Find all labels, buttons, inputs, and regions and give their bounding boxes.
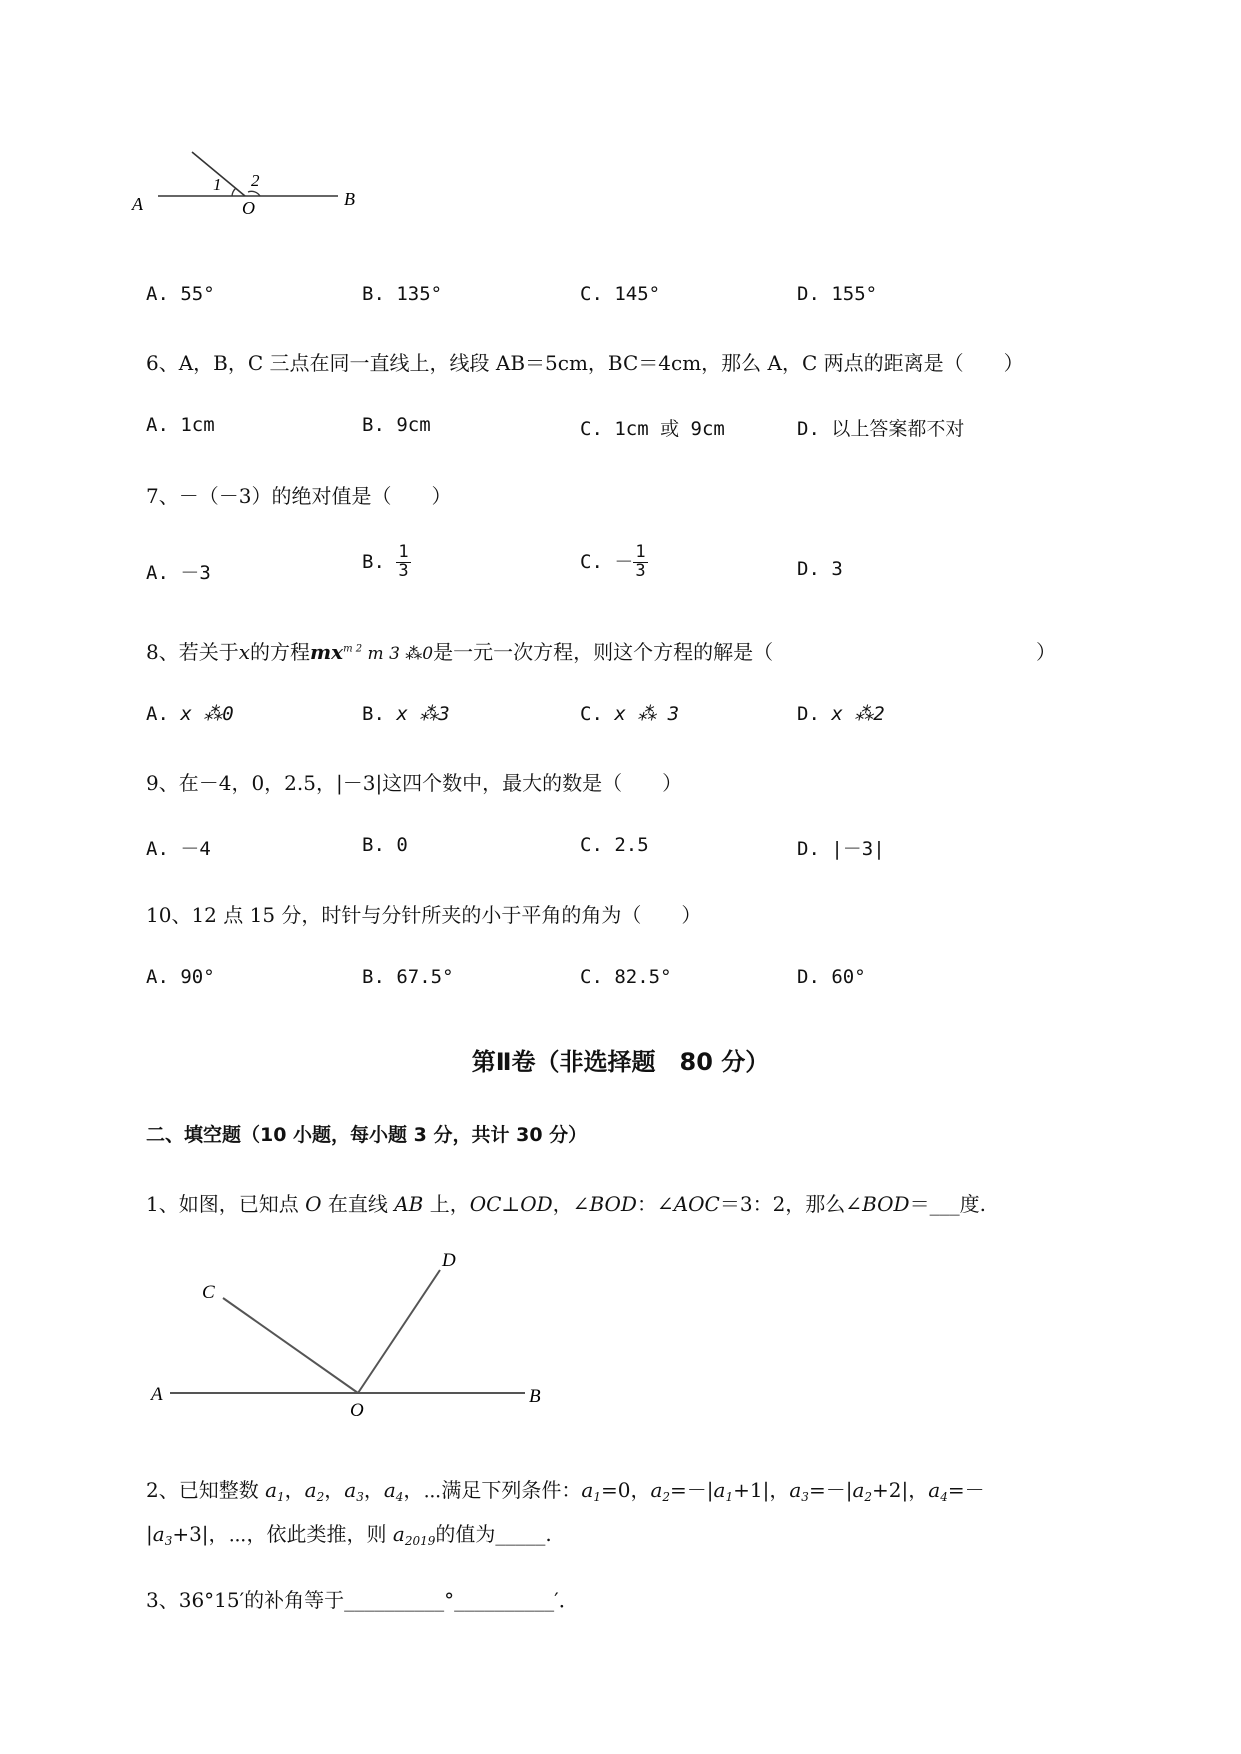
q6-option-a[interactable]: A. 1cm <box>146 414 215 436</box>
angle-figure-1 <box>132 150 400 240</box>
q6-option-b[interactable]: B. 9cm <box>362 414 431 436</box>
label-o: O <box>350 1400 364 1421</box>
q8-option-a[interactable]: A. x ⁂0 <box>146 703 234 725</box>
q9-stem: 9、在－4，0，2.5，|－3|这四个数中，最大的数是（ ） <box>146 771 683 795</box>
q7-option-a[interactable]: A. －3 <box>146 562 211 584</box>
q5-option-b[interactable]: B. 135° <box>362 283 443 305</box>
q9-option-d[interactable]: D. |－3| <box>797 838 885 860</box>
q5-option-a[interactable]: A. 55° <box>146 283 215 305</box>
q9-option-a[interactable]: A. －4 <box>146 838 211 860</box>
q8-option-b[interactable]: B. x ⁂3 <box>362 703 450 725</box>
ray-od <box>358 1270 440 1393</box>
angle-figure-2 <box>140 1238 560 1438</box>
label-a: A <box>132 194 143 214</box>
q10-option-a[interactable]: A. 90° <box>146 966 215 988</box>
section2-title: 二、填空题（10 小题，每小题 3 分，共计 30 分） <box>146 1124 588 1146</box>
q7-stem: 7、－（－3）的绝对值是（ ） <box>146 484 452 508</box>
ray-oc <box>223 1298 358 1393</box>
label-angle1: 1 <box>213 175 222 194</box>
q7-option-c[interactable]: C. － $\frac{1}{3}$ <box>580 542 646 581</box>
label-b: B <box>529 1386 541 1407</box>
label-d: D <box>442 1250 456 1271</box>
q10-stem: 10、12 点 15 分，时针与分针所夹的小于平角的角为（ ） <box>146 903 702 927</box>
equation: mx <box>310 640 344 664</box>
fill3-stem: 3、36°15′的补角等于__________°__________′． <box>146 1588 579 1612</box>
q9-option-b[interactable]: B. 0 <box>362 834 408 856</box>
label-o: O <box>242 198 255 218</box>
label-b: B <box>344 189 355 209</box>
part2-title: 第Ⅱ卷（非选择题 80 分） <box>471 1048 770 1076</box>
q8-option-d[interactable]: D. x ⁂2 <box>797 703 885 725</box>
q9-option-c[interactable]: C. 2.5 <box>580 834 649 856</box>
q6-stem: 6、A，B，C 三点在同一直线上，线段 AB＝5cm，BC＝4cm，那么 A，C 两点的距离是（ ） <box>146 351 1024 375</box>
q8-stem: 8、若关于x的方程$mx^{m 2}$ m 3 ⁂0是一元一次方程，则这个方程的解是（ <box>146 640 774 664</box>
q5-option-c[interactable]: C. 145° <box>580 283 661 305</box>
q7-option-b[interactable]: B. $\frac{1}{3}$ <box>362 542 409 581</box>
q5-option-d[interactable]: D. 155° <box>797 283 878 305</box>
q8-option-c[interactable]: C. x ⁂ 3 <box>580 703 680 725</box>
fill2-line1: 2、已知整数 $a_1$，$a_2$，$a_3$，$a_4$，⋯满足下列条件：$a_1=0$，$a_2=-|a_1+1|$，$a_3=-|a_2+2|$，$a_4=-$ <box>146 1478 985 1504</box>
q8-close-paren: ） <box>1036 640 1056 664</box>
q10-option-c[interactable]: C. 82.5° <box>580 966 672 988</box>
variable-x: x <box>238 640 251 664</box>
q6-option-d[interactable]: D. 以上答案都不对 <box>797 418 965 440</box>
label-a: A <box>151 1384 163 1405</box>
fill2-line2: $|a_3+3|$，⋯，依此类推，则 $a_{2019}$的值为_____. <box>146 1522 552 1548</box>
q10-option-d[interactable]: D. 60° <box>797 966 866 988</box>
fraction: $\frac{1}{3}$ <box>635 542 646 581</box>
label-angle2: 2 <box>251 171 260 190</box>
angle-arc-1 <box>232 188 236 196</box>
q6-option-c[interactable]: C. 1cm 或 9cm <box>580 418 725 440</box>
label-c: C <box>202 1282 215 1303</box>
fill1-stem: 1、如图，已知点 O 在直线 AB 上，OC⊥OD，∠BOD：∠AOC＝3：2，那么∠BOD＝___度. <box>146 1192 986 1216</box>
q7-option-d[interactable]: D. 3 <box>797 558 843 580</box>
q10-option-b[interactable]: B. 67.5° <box>362 966 454 988</box>
fraction: $\frac{1}{3}$ <box>398 542 409 581</box>
